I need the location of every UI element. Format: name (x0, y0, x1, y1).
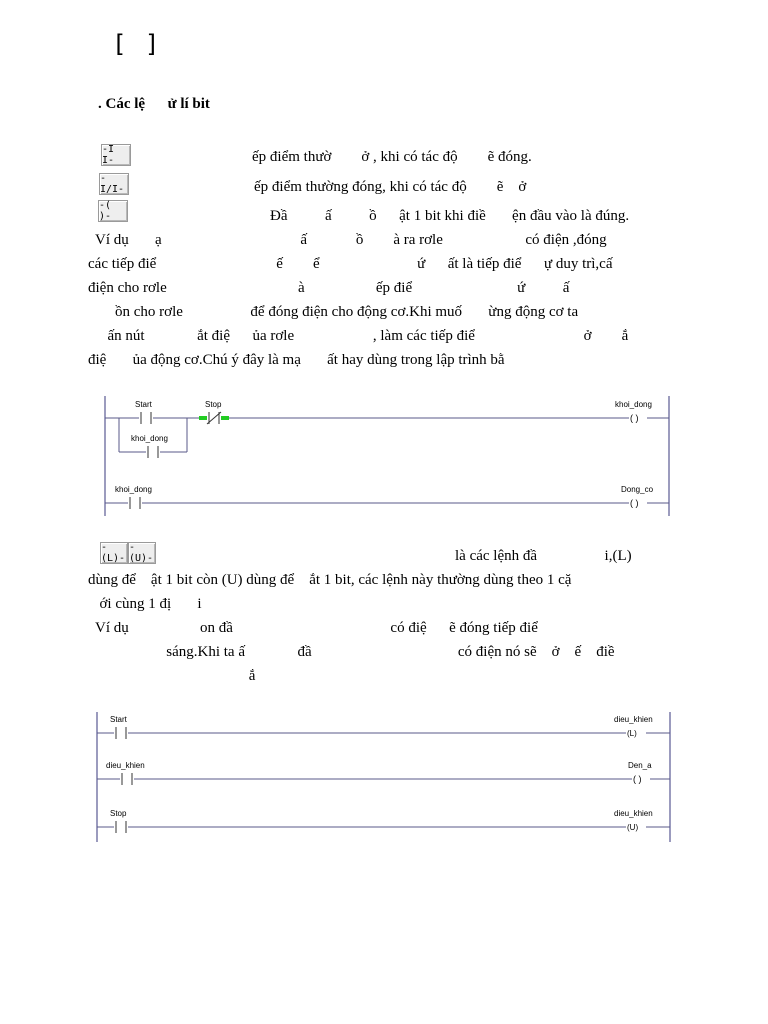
latch-coil-icon: -(L)- (100, 542, 128, 564)
normally-open-contact-icon: -I I- (101, 144, 131, 166)
instruction-text-no-contact: ếp điểm thườ ở , khi có tác độ ẽ đóng. (252, 149, 532, 165)
paragraph1-line: các tiếp điể ế ể ứ ất là tiếp điể ự duy trì,cấ (88, 256, 613, 272)
paragraph1-line: điện cho rơle à ếp điể ứ ấ (88, 280, 570, 296)
coil-label-dieu-khien-latch: dieu_khien (614, 715, 653, 724)
paragraph2-line: ắ (110, 668, 256, 684)
ladder-diagram-start-stop (95, 392, 680, 522)
output-coil-icon: -( )- (98, 200, 128, 222)
paragraph2-line: là các lệnh đầ i,(L) (455, 548, 632, 564)
contact-label-start: Start (135, 400, 152, 409)
section-title: . Các lệ ử lí bit (98, 96, 210, 112)
contact-label-start: Start (110, 715, 127, 724)
instruction-text-nc-contact: ếp điểm thường đóng, khi có tác độ ẽ ở (254, 179, 527, 195)
instruction-text-coil: Đầ ấ ồ ật 1 bit khi điề ện đầu vào là đúng. (270, 208, 630, 224)
paragraph1-line: Ví dụ ạ ấ ồ à ra rơle có điện ,đóng (95, 232, 607, 248)
paragraph2-line: Ví dụ on đầ có điệ ẽ đóng tiếp điể (95, 620, 538, 636)
paragraph2-line: ới cùng 1 đị i (92, 596, 202, 612)
paragraph1-line: điệ ủa động cơ.Chú ý đây là mạ ất hay dùng trong lập trình bằ (88, 352, 505, 368)
latch-coil-symbol: (L) (627, 729, 637, 738)
coil-symbol: ( ) (630, 413, 639, 423)
coil-label-khoi-dong: khoi_dong (615, 400, 652, 409)
contact-label-dieu-khien: dieu_khien (106, 761, 145, 770)
bracket-mark: [ ] (112, 30, 162, 58)
paragraph1-line: ồn cho rơle để đóng điện cho động cơ.Khi muố ừng động cơ ta (100, 304, 579, 320)
paragraph2-line: sáng.Khi ta ấ đầ có điện nó sẽ ở ế điề (110, 644, 615, 660)
coil-label-dieu-khien-unlatch: dieu_khien (614, 809, 653, 818)
paragraph2-line: dùng để ật 1 bit còn (U) dùng để ắt 1 bit, các lệnh này thường dùng theo 1 cặ (88, 572, 572, 588)
contact-label-stop: Stop (110, 809, 127, 818)
contact-label-stop: Stop (205, 400, 222, 409)
unlatch-coil-symbol: (U) (627, 823, 639, 832)
coil-label-den-a: Den_a (628, 761, 652, 770)
coil-label-dong-co: Dong_co (621, 485, 654, 494)
normally-closed-contact-icon: -I/I- (99, 173, 129, 195)
coil-symbol: ( ) (633, 774, 642, 784)
coil-symbol: ( ) (630, 498, 639, 508)
contact-label-khoi-dong: khoi_dong (115, 485, 152, 494)
paragraph1-line: ấn nút ắt điệ ủa rơle , làm các tiếp điể ở ắ (100, 328, 629, 344)
ladder-diagram-latch-unlatch (88, 708, 680, 848)
contact-label-khoi-dong-branch: khoi_dong (131, 434, 168, 443)
unlatch-coil-icon: -(U)- (128, 542, 156, 564)
